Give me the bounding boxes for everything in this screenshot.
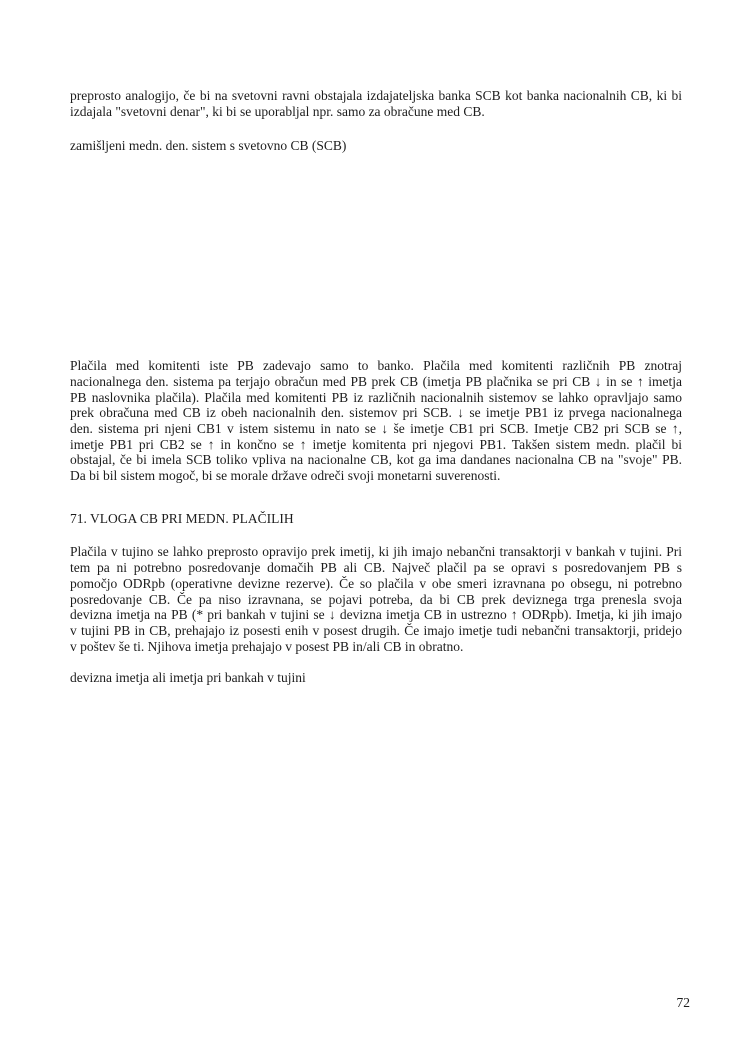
text-line: devizna imetja na PB (* pri bankah v tujini se ↓ devizna imetja CB in ustrezno ↑ ODRpb). Imetja, ki jih imajo bbox=[70, 607, 682, 623]
blank-figure-area bbox=[70, 154, 682, 358]
text-line: nacionalnega den. sistema pa terjajo obračun med PB prek CB (imetja PB plačnika se pri CB ↓ in se ↑ imetja bbox=[70, 373, 682, 389]
text-line: preprosto analogijo, če bi na svetovni ravni obstajala izdajateljska banka SCB kot banka nacionalnih CB, ki bi bbox=[70, 88, 682, 103]
text-line: prek obračuna med CB iz obeh nacionalnih den. sistemov pri SCB. ↓ se imetje PB1 iz prvega nacionalnega bbox=[70, 405, 682, 421]
text-line: Plačila v tujino se lahko preprosto opravijo prek imetij, ki jih imajo nebančni transaktorji v bankah v tujini. Pri bbox=[70, 544, 682, 560]
text-line: Plačila med komitenti iste PB zadevajo samo to banko. Plačila med komitenti različnih PB znotraj bbox=[70, 358, 682, 374]
paragraph-cb-international-payments bbox=[70, 544, 682, 654]
caption-scb-system: zamišljeni medn. den. sistem s svetovno CB (SCB) bbox=[70, 138, 347, 154]
text-line: den. sistema pri njeni CB1 v istem sistemu in nato se ↓ še imetje CB1 pri SCB. Imetje CB2 pri SCB se ↑, bbox=[70, 420, 682, 436]
paragraph-payments-scb bbox=[70, 358, 682, 484]
text-line: Da bi bil sistem mogoč, bi se morale države odreči svoji monetarni suverenosti. bbox=[70, 468, 501, 484]
text-line: pomočjo ODRpb (operativne devizne rezerve). Če so plačila v obe smeri izravnana po obsegu, ni potrebno bbox=[70, 575, 682, 591]
page-content bbox=[70, 0, 682, 686]
text-line: obstajal, če bi imela SCB toliko vpliva na nacionalne CB, kot ga ima dandanes nacionalna CB na "svoje" PB. bbox=[70, 452, 682, 468]
paragraph-intro bbox=[70, 88, 682, 119]
caption-devizna-imetja: devizna imetja ali imetja pri bankah v tujini bbox=[70, 670, 306, 686]
text-line: imetje PB1 pri CB2 se ↑ in končno se ↑ imetje komitenta pri njegovi PB1. Takšen sistem medn. plačil bi bbox=[70, 436, 682, 452]
page-number: 72 bbox=[676, 995, 690, 1010]
text-line: v tujini PB in CB, prehajajo iz posesti enih v posest drugih. Če imajo imetje tudi nebančni transaktorji, pridejo bbox=[70, 622, 682, 638]
text-line: PB naslovnika plačila). Plačila med komitenti PB iz različnih nacionalnih sistemov se lahko opravljajo samo bbox=[70, 389, 682, 405]
section-heading-71: 71. VLOGA CB PRI MEDN. PLAČILIH bbox=[70, 510, 294, 526]
text-line: posredovanje CB. Če pa niso izravnana, se pojavi potreba, da bi CB prek deviznega trga prenesla svoja bbox=[70, 591, 682, 607]
text-line: v poštev še ti. Njihova imetja prehajajo v posest PB in/ali CB in obratno. bbox=[70, 638, 464, 654]
text-line: tem pa ni potrebno posredovanje domačih PB ali CB. Največ plačil pa se opravi s posredovanjem PB s bbox=[70, 560, 682, 576]
text-line: izdajala "svetovni denar", ki bi se uporabljal npr. samo za obračune med CB. bbox=[70, 103, 485, 119]
